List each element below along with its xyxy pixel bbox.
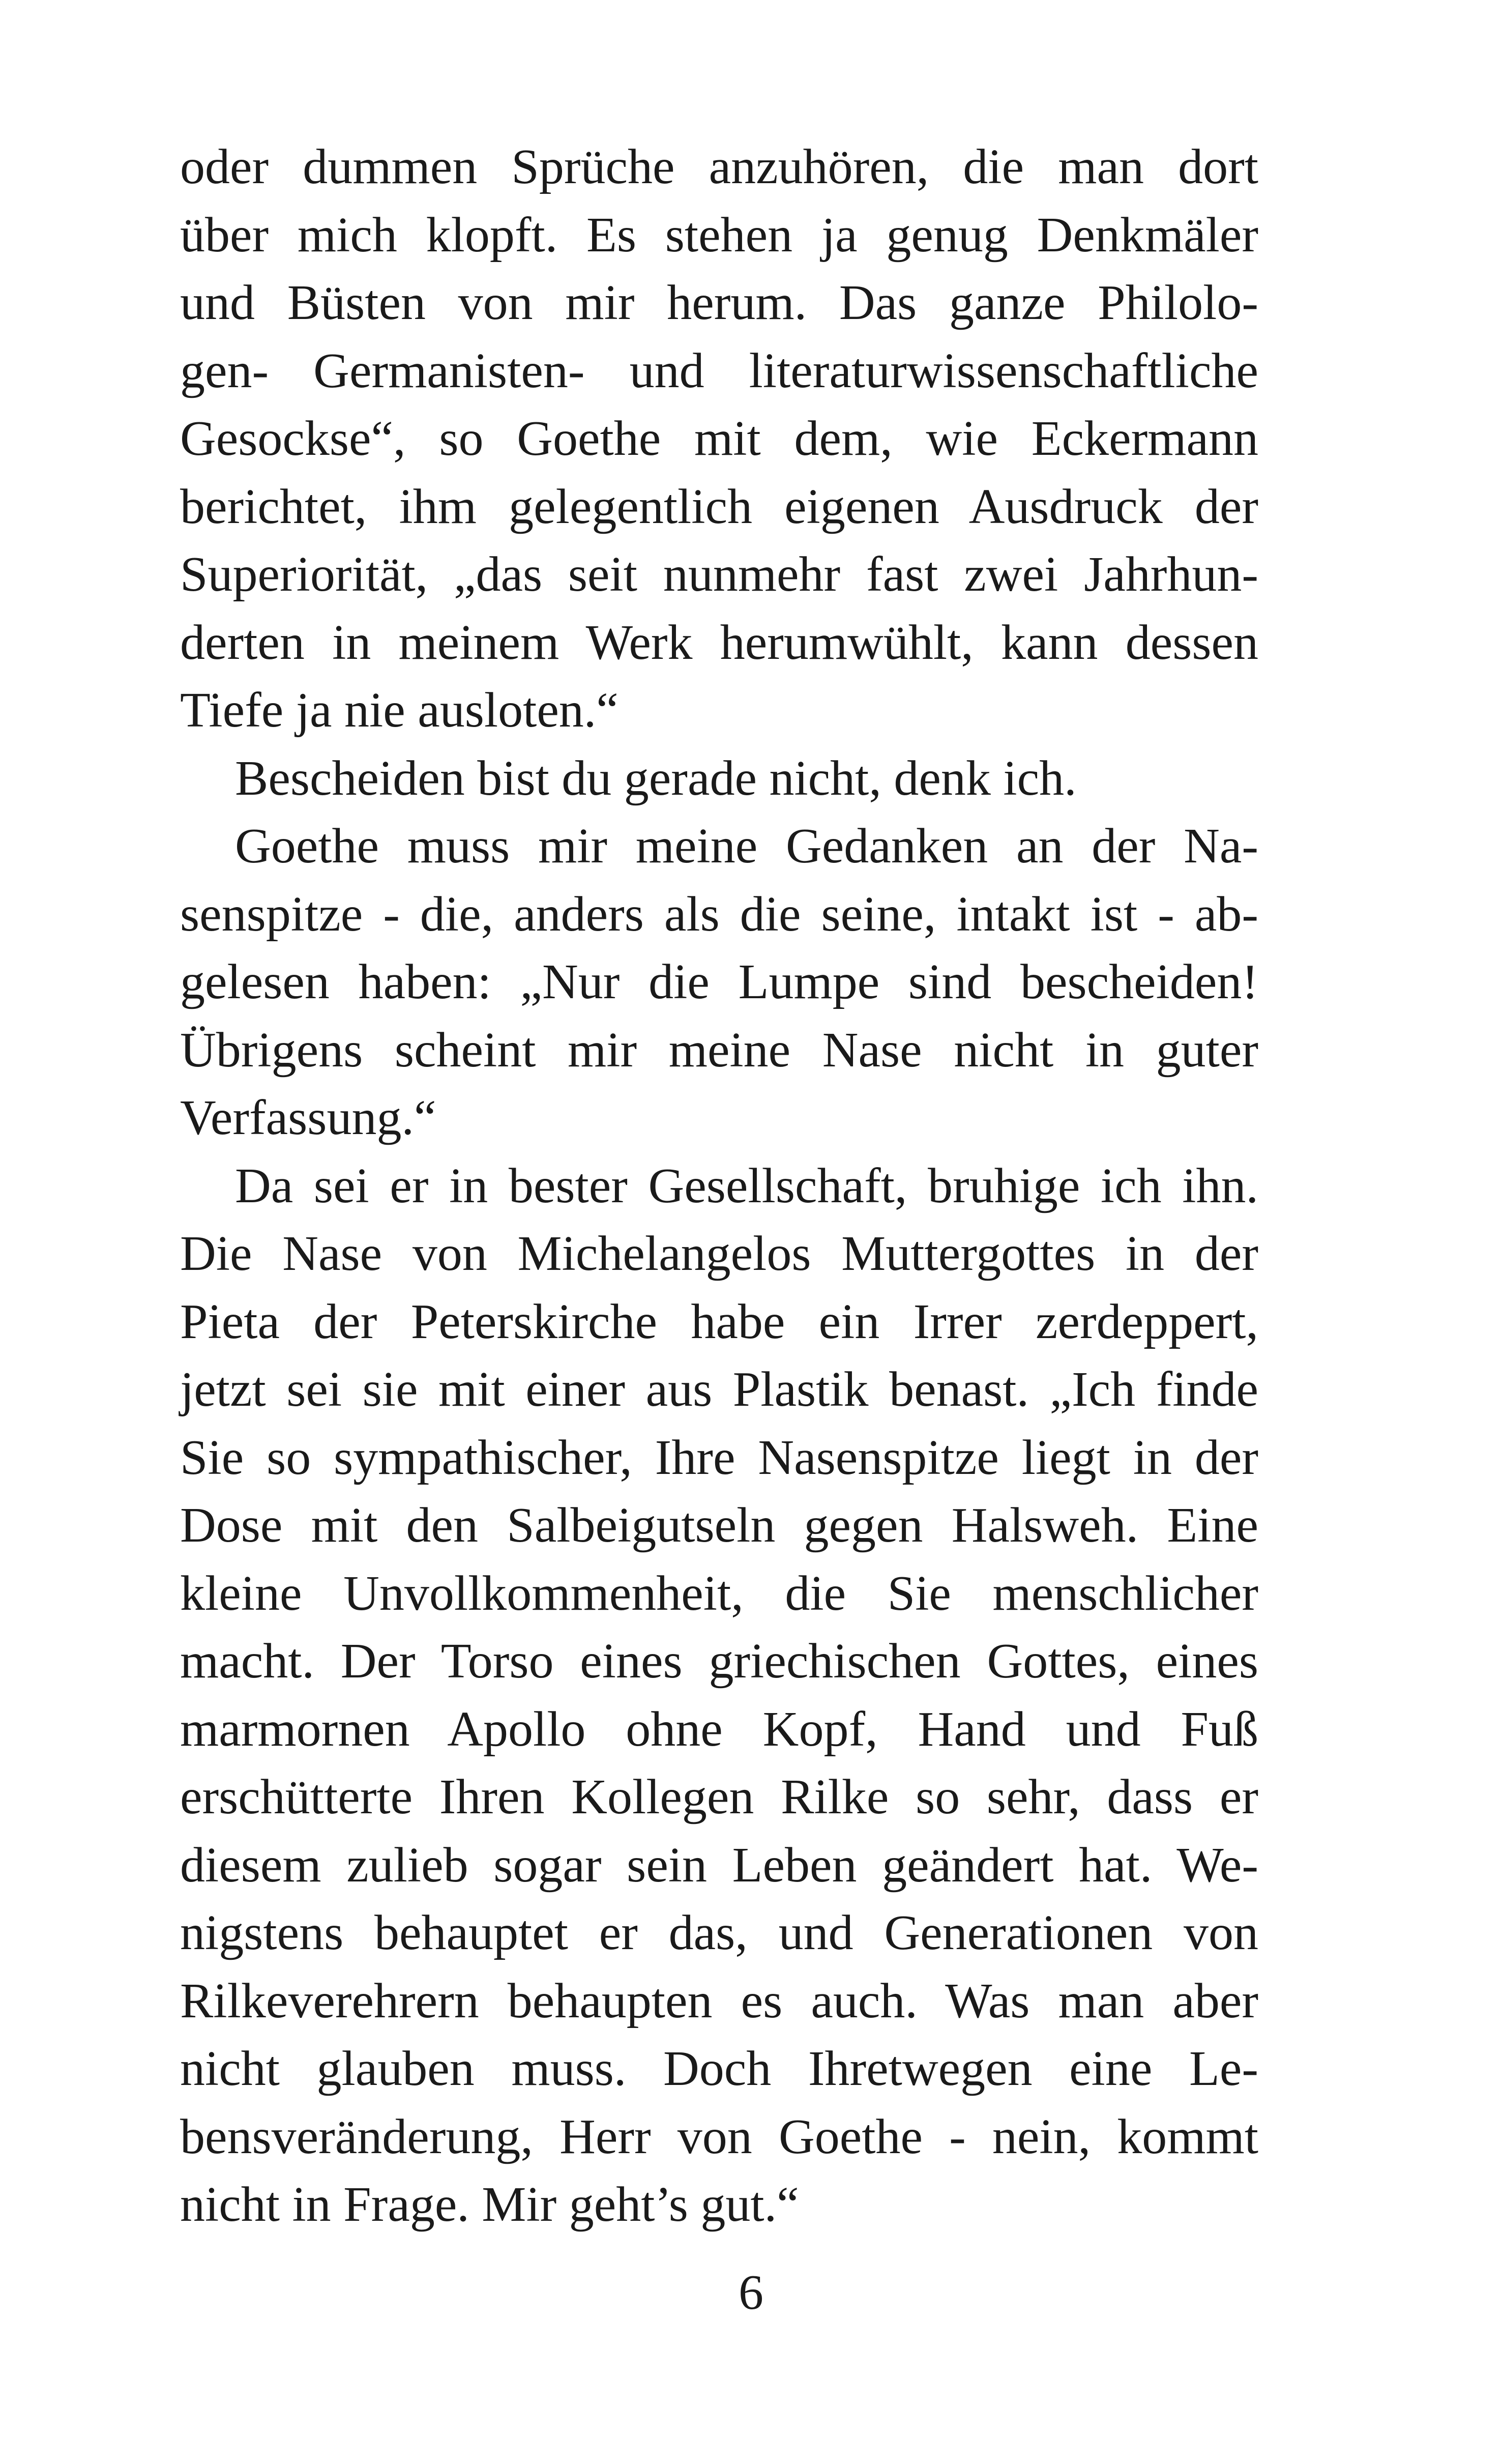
text-line: nigstens behauptet er das, und Generationen von: [180, 1905, 1258, 1960]
text-line: Da sei er in bester Gesellschaft, bruhige ich ihn.: [235, 1158, 1258, 1213]
text-line: Tiefe ja nie ausloten.“: [180, 683, 619, 738]
paragraph: [180, 813, 1258, 1152]
text-line: bensveränderung, Herr von Goethe - nein, kommt: [180, 2109, 1258, 2164]
text-line: Goethe muss mir meine Gedanken an der Na-: [235, 819, 1258, 874]
text-line: Gesockse“, so Goethe mit dem, wie Eckermann: [180, 411, 1258, 466]
text-line: Superiorität, „das seit nunmehr fast zwei Jahrhun-: [180, 547, 1258, 602]
text-line: macht. Der Torso eines griechischen Gottes, eines: [180, 1634, 1258, 1689]
text-line: senspitze - die, anders als die seine, intakt ist - ab-: [180, 886, 1258, 942]
text-line: erschütterte Ihren Kollegen Rilke so sehr, dass er: [180, 1770, 1258, 1824]
text-line: Sie so sympathischer, Ihre Nasenspitze liegt in der: [180, 1430, 1258, 1485]
text-line: jetzt sei sie mit einer aus Plastik benast. „Ich finde: [180, 1362, 1258, 1417]
text-line: Dose mit den Salbeigutseln gegen Halsweh. Eine: [180, 1498, 1258, 1553]
text-line: kleine Unvollkommenheit, die Sie menschlicher: [180, 1566, 1258, 1621]
text-line: Übrigens scheint mir meine Nase nicht in guter: [180, 1022, 1258, 1078]
text-line: Die Nase von Michelangelos Muttergottes in der: [180, 1226, 1258, 1281]
page-number: 6: [739, 2265, 763, 2320]
paragraph: [180, 133, 1258, 745]
text-line: Verfassung.“: [180, 1090, 436, 1145]
text-line: nicht in Frage. Mir geht’s gut.“: [180, 2177, 799, 2232]
text-line: berichtet, ihm gelegentlich eigenen Ausdruck der: [180, 479, 1258, 534]
text-line: derten in meinem Werk herumwühlt, kann dessen: [180, 615, 1258, 670]
text-line: und Büsten von mir herum. Das ganze Philolo-: [180, 275, 1258, 330]
text-line: Pieta der Peterskirche habe ein Irrer zerdeppert,: [180, 1294, 1258, 1349]
paragraph: [180, 745, 1258, 813]
text-line: marmornen Apollo ohne Kopf, Hand und Fuß: [180, 1701, 1258, 1757]
text-line: über mich klopft. Es stehen ja genug Denkmäler: [180, 207, 1258, 263]
text-line: gen- Germanisten- und literaturwissenschaftliche: [180, 343, 1258, 398]
text-line: Bescheiden bist du gerade nicht, denk ich.: [235, 750, 1077, 806]
text-line: gelesen haben: „Nur die Lumpe sind bescheiden!: [180, 954, 1258, 1009]
text-line: Rilkeverehrern behaupten es auch. Was man aber: [180, 1973, 1258, 2028]
body-text: [180, 133, 1258, 2239]
text-line: nicht glauben muss. Doch Ihretwegen eine Le-: [180, 2041, 1258, 2096]
paragraph: [180, 1152, 1258, 2239]
text-line: diesem zulieb sogar sein Leben geändert hat. We-: [180, 1837, 1258, 1893]
text-line: oder dummen Sprüche anzuhören, die man dort: [180, 139, 1258, 194]
